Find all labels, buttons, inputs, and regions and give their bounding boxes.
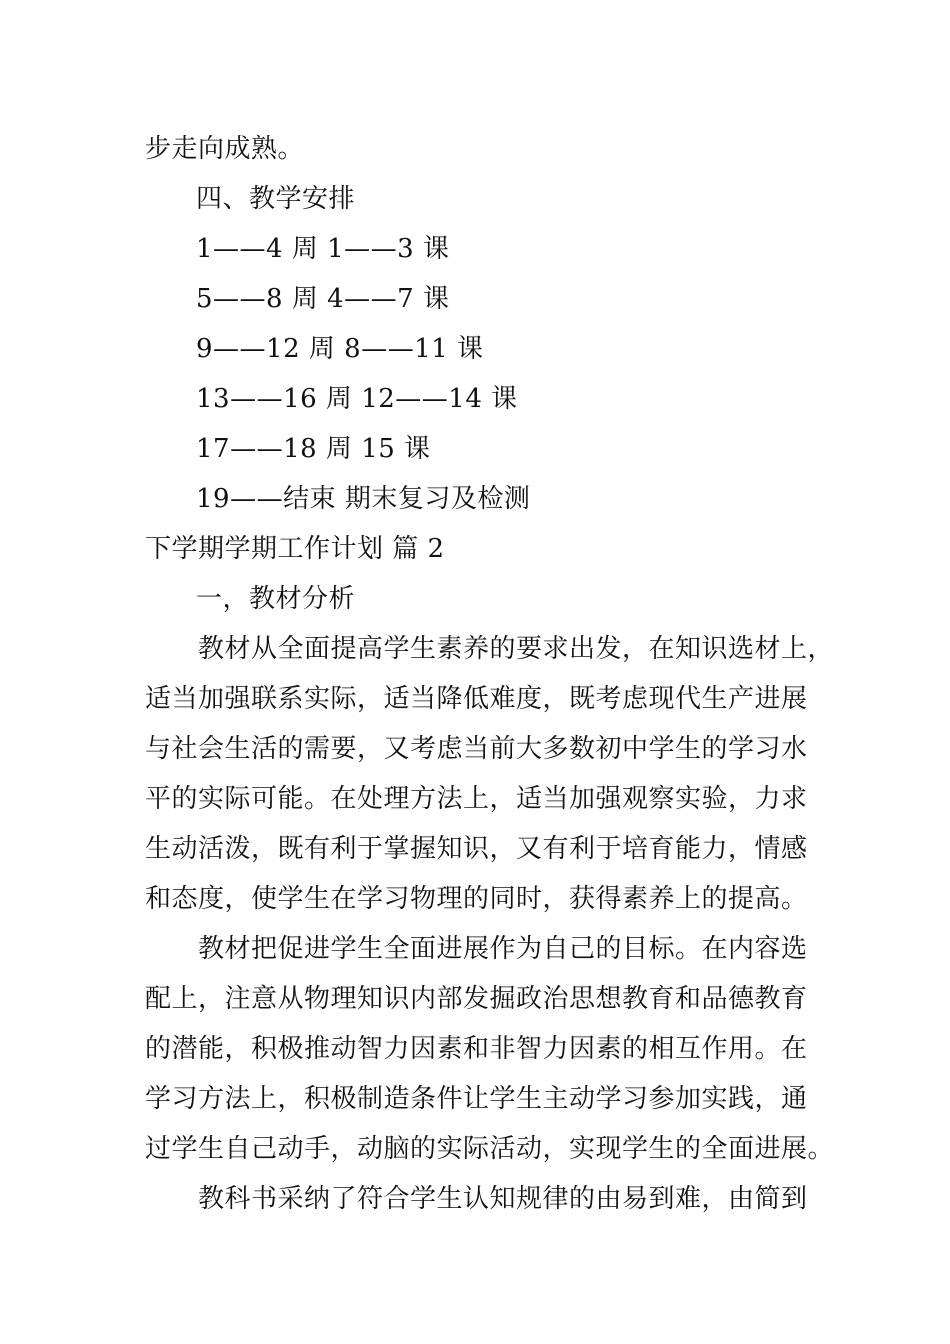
schedule-item: 5——8 周 4——7 课 — [196, 284, 450, 314]
schedule-item: 17——18 周 15 课 — [196, 434, 431, 464]
article-title: 下学期学期工作计划 篇 2 — [145, 534, 445, 564]
paragraph-line: 过学生自己动手，动脑的实际活动，实现学生的全面进展。 — [145, 1134, 835, 1164]
paragraph-line: 平的实际可能。在处理方法上，适当加强观察实验，力求 — [145, 784, 808, 814]
paragraph-line: 教材把促进学生全面进展作为自己的目标。在内容选 — [198, 934, 808, 964]
paragraph-line: 适当加强联系实际，适当降低难度，既考虑现代生产进展 — [145, 684, 808, 714]
paragraph-line: 教材从全面提高学生素养的要求出发，在知识选材上， — [198, 634, 835, 664]
paragraph-line: 生动活泼，既有利于掌握知识，又有利于培育能力，情感 — [145, 834, 808, 864]
schedule-item: 13——16 周 12——14 课 — [196, 384, 518, 414]
section-heading-textbook-analysis: 一，教材分析 — [196, 584, 356, 614]
paragraph-line: 学习方法上，积极制造条件让学生主动学习参加实践，通 — [145, 1084, 808, 1114]
paragraph-line: 教科书采纳了符合学生认知规律的由易到难，由简到 — [198, 1184, 808, 1214]
paragraph-line: 的潜能，积极推动智力因素和非智力因素的相互作用。在 — [145, 1034, 808, 1064]
schedule-item: 9——12 周 8——11 课 — [196, 334, 484, 364]
paragraph-line: 配上，注意从物理知识内部发掘政治思想教育和品德教育 — [145, 984, 808, 1014]
section-heading-schedule: 四、教学安排 — [196, 184, 356, 214]
schedule-item: 1——4 周 1——3 课 — [196, 234, 450, 264]
schedule-item: 19——结束 期末复习及检测 — [196, 484, 531, 514]
continuation-line: 步走向成熟。 — [145, 134, 305, 164]
paragraph-line: 与社会生活的需要，又考虑当前大多数初中学生的学习水 — [145, 734, 808, 764]
paragraph-line: 和态度，使学生在学习物理的同时，获得素养上的提高。 — [145, 884, 808, 914]
